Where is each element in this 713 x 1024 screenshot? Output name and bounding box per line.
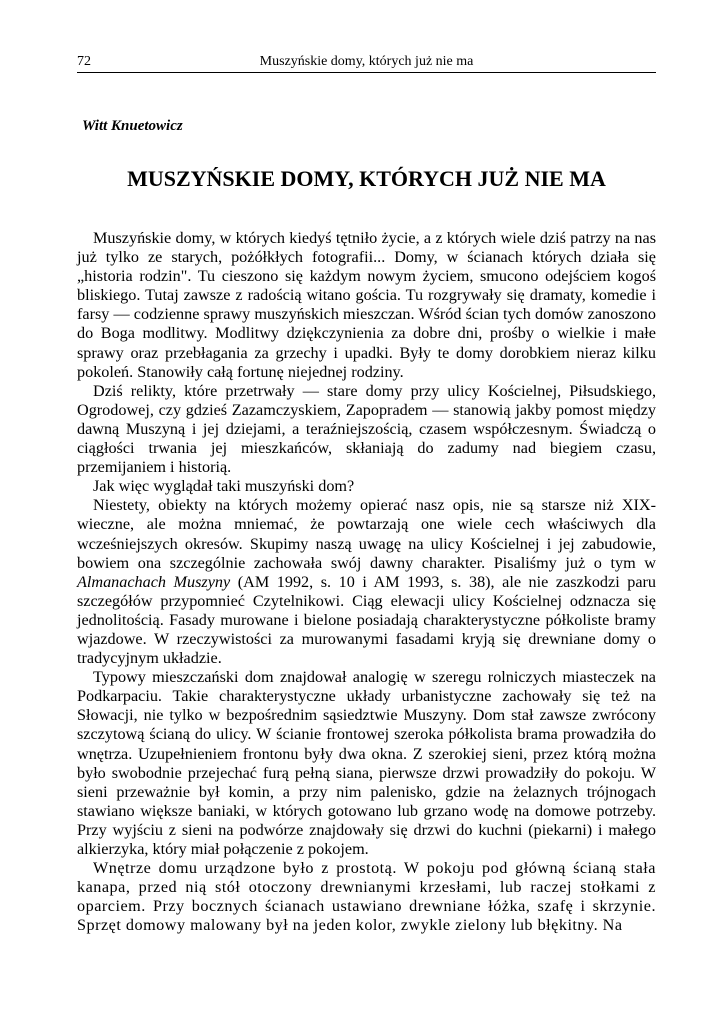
paragraph-text: Niestety, obiekty na których możemy opierać nasz opis, nie są starsze niż XIX-wieczne, ale można mniemać, że powtarzają one wiele cech właściwych dla wcześniejszych okresów. Skupimy naszą uwagę na ulicy Kościelnej i jej zabudowie, bowiem ona szczególnie zachowała swój dawny charakter. Pisaliśmy już o tym w [77,496,656,572]
author-name: Witt Knuetowicz [82,118,183,134]
paragraph: Muszyńskie domy, w których kiedyś tętniło życie, a z których wiele dziś patrzy na nas już tylko ze starych, pożółkłych fotografii... Domy, w ścianach których działa się „historia rodzin". Tu cieszono się każdym nowym życiem, smucono odejściem kogoś bliskiego. Tutaj zawsze z radością witano gościa. Tu rozgrywały się dramaty, komedie i farsy — codzienne sprawy muszyńskich mieszczan. Wśród ścian tych domów zanoszono do Boga modlitwy. Modlitwy dziękczynienia za dobre dni, prośby o wielkie i małe sprawy oraz przebłagania za grzechy i upadki. Były te domy dorobkiem nieraz kilku pokoleń. Stanowiły całą fortunę niejednej rodziny. [77,229,656,381]
paragraph [77,496,656,668]
article-body [77,229,656,935]
paragraph-text: (AM 1992, s. 10 i AM 1993, s. 38), ale nie zaszkodzi paru szczegółów przypomnieć Czytelnikowi. Ciąg elewacji ulicy Kościelnej odznacza się jednolitością. Fasady murowane i bielone posiadają charakterystyczne półkoliste bramy wjazdowe. W rzeczywistości za murowanymi fasadami kryją się drewniane domy o tradycyjnym układzie. [77,572,657,668]
paragraph: Typowy mieszczański dom znajdował analogię w szeregu rolniczych miasteczek na Podkarpaciu. Takie charakterystyczne układy urbanistyczne zachowały się też na Słowacji, nie tylko w bezpośrednim sąsiedztwie Muszyny. Dom stał zawsze zwrócony szczytową ścianą do ulicy. W ścianie frontowej szeroka półkolista brama prowadziła do wnętrza. Uzupełnieniem frontonu były dwa okna. Z szerokiej sieni, przez którą można było swobodnie przejechać furą pełną siana, pierwsze drzwi prowadziły do pokoju. W sieni przeważnie był komin, a przy nim palenisko, gdzie na żelaznych trójnogach stawiano większe baniaki, w których gotowano lub grzano wodę na domowe potrzeby. Przy wyjściu z sieni na podwórze znajdowały się drzwi do kuchni (piekarni) i małego alkierzyka, który miał połączenie z pokojem. [77,668,656,858]
paragraph: Jak więc wyglądał taki muszyński dom? [93,477,355,496]
running-title: Muszyńskie domy, których już nie ma [259,54,474,69]
article-title: MUSZYŃSKIE DOMY, KTÓRYCH JUŻ NIE MA [127,166,606,191]
page-number: 72 [77,54,91,69]
running-header [77,52,656,73]
paragraph: Wnętrze domu urządzone było z prostotą. W pokoju pod główną ścianą stała kanapa, przed nią stół otoczony drewnianymi krzesłami, lub raczej stołkami z oparciem. Przy bocznych ścianach ustawiano drewniane łóżka, szafę i skrzynie. Sprzęt domowy malowany był na jeden kolor, zwykle zielony lub błękitny. Na [77,859,656,935]
paragraph: Dziś relikty, które przetrwały — stare domy przy ulicy Kościelnej, Piłsudskiego, Ogrodowej, czy gdzieś Zazamczyskiem, Zapopradem — stanowią jakby pomost między dawną Muszyną i jej dziejami, a teraźniejszością, czasem współczesnym. Świadczą o ciągłości trwania jej mieszkańców, skłaniają do zadumy nad biegiem czasu, przemijaniem i historią. [77,381,656,477]
publication-title: Almanachach Muszyny [77,572,231,591]
